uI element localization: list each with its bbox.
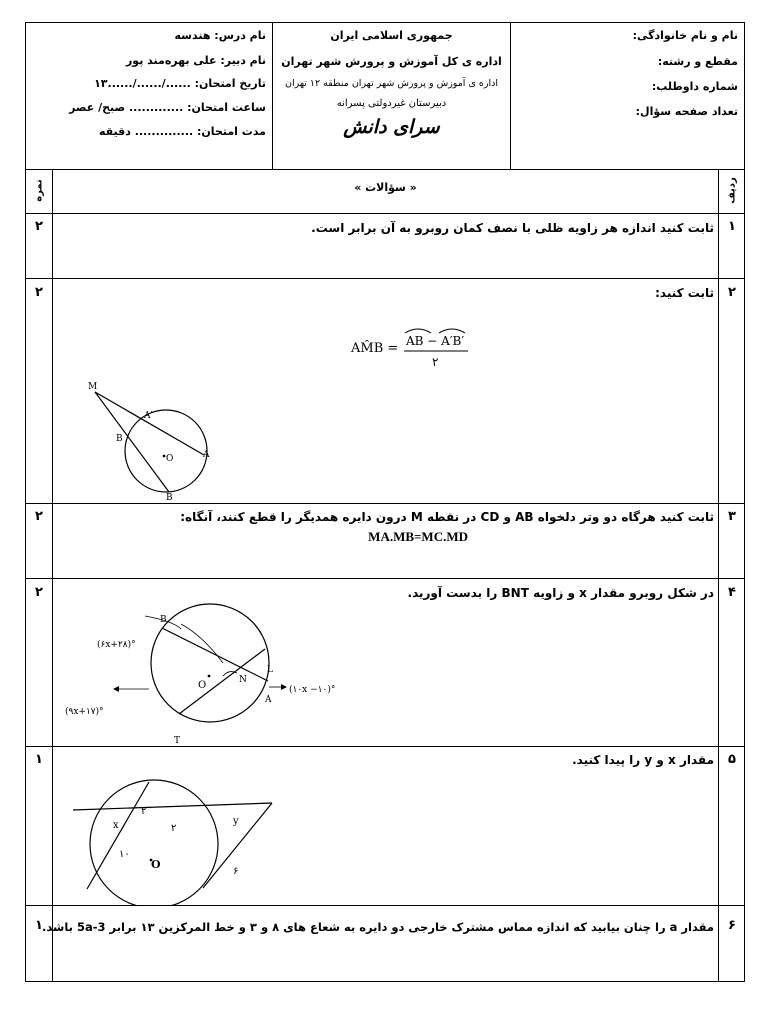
q4-label-L: L [267, 665, 273, 675]
country-name: جمهوری اسلامی ایران [330, 29, 453, 42]
questions-column-header: « سؤالات » [354, 181, 417, 194]
q5-label-y: y [233, 816, 239, 827]
exam-sheet [25, 22, 745, 982]
q2-center-point [163, 455, 166, 458]
q4-figure [53, 581, 718, 749]
q4-arrowhead-bottom [113, 686, 119, 692]
question-number: ۴ [728, 585, 736, 600]
question-score: ۲ [35, 285, 43, 300]
q2-label-B-bottom: B [166, 493, 173, 503]
q2-label-A-prime: A′ [144, 411, 153, 421]
q5-label-six: ۶ [233, 866, 239, 877]
q4-label-B: B [160, 615, 167, 625]
q5-label-two-mid: ۲ [171, 823, 177, 834]
q4-chord-BA [162, 628, 268, 681]
question-text: ثابت کنید هرگاه دو وتر دلخواه AB و CD در نقطه M درون دایره همدیگر را قطع کنند، آنگاه: [180, 510, 714, 524]
row-divider [26, 905, 744, 906]
page-count-label: تعداد صفحه سؤال: [635, 105, 738, 118]
section-label: مقطع و رشته: [657, 55, 738, 68]
teacher-label: نام دبیر: علی بهره‌مند پور [125, 54, 266, 67]
q2-secant-2 [95, 392, 169, 492]
question-text: ثابت کنید اندازه هر زاویه ظلی با نصف کمان روبرو به آن برابر است. [311, 221, 714, 235]
row-divider [26, 278, 744, 279]
q3-formula: MA.MB=MC.MD [368, 529, 468, 544]
q2-arc-marks [405, 329, 465, 333]
candidate-number-label: شماره داوطلب: [651, 80, 738, 93]
question-text: مقدار a را چنان بیابید که اندازه مماس مشترک خارجی دو دایره به شعاع های ۸ و ۳ و خط المرکزین ۱۳ برابر 5a-3 باشد. [42, 920, 714, 934]
q5-label-ten: ۱۰ [119, 849, 130, 860]
question-text: در شکل روبرو مقدار x و زاویه BNT را بدست آورید. [407, 586, 714, 600]
question-text: مقدار x و y را پیدا کنید. [572, 753, 714, 767]
q2-formula-numerator: AB − A′B′ [406, 334, 465, 348]
exam-time-label: ساعت امتحان: ............. صبح/ عصر [69, 101, 266, 114]
q4-arc-label-2: (۹x+۱۷)° [65, 707, 104, 717]
q4-center-point [208, 675, 211, 678]
question-number: ۱ [728, 219, 736, 234]
q4-arrowhead-right [281, 684, 287, 690]
row-divider [26, 503, 744, 504]
question-number: ۲ [728, 285, 736, 300]
question-score: ۱ [35, 918, 43, 933]
q4-label-O: O [198, 680, 207, 691]
q2-label-B: B [116, 434, 123, 444]
q5-label-O: O [151, 858, 161, 871]
question-number: ۶ [728, 918, 736, 933]
exam-header [26, 23, 744, 170]
q2-formula-lhs: AM̂B = [351, 341, 399, 356]
question-score: ۲ [35, 509, 43, 524]
q4-label-N: N [239, 675, 247, 685]
school-name: دبیرستان غیردولتی پسرانه [336, 98, 447, 109]
question-score: ۲ [35, 585, 43, 600]
question-score: ۱ [35, 752, 43, 767]
row-divider [26, 746, 744, 747]
q5-figure [53, 749, 718, 905]
student-info-block [511, 23, 744, 169]
question-score: ۲ [35, 219, 43, 234]
q2-formula-denominator: ۲ [432, 355, 439, 369]
q5-chord [87, 782, 149, 889]
school-info-block [273, 23, 510, 169]
exam-info-block [26, 23, 272, 169]
q5-label-two-top: ۲ [141, 806, 147, 817]
question-number: ۵ [728, 752, 736, 767]
q4-curved-arrow [181, 624, 223, 663]
header-row-divider [26, 213, 744, 214]
q2-label-O: O [166, 454, 174, 464]
subject-label: نام درس: هندسه [174, 29, 266, 42]
q5-circle [90, 780, 218, 905]
q4-arc-label-1: (۶x+۲۸)° [97, 640, 136, 650]
q2-label-M: M [88, 382, 98, 392]
question-number: ۳ [728, 509, 736, 524]
exam-duration-label: مدت امتحان: .............. دقیقه [98, 125, 266, 138]
row-column-header: ردیف [726, 177, 738, 204]
q2-secant-1 [95, 392, 204, 455]
row-divider [26, 578, 744, 579]
q2-circle [125, 410, 207, 492]
q5-label-x: x [113, 820, 119, 831]
q4-label-A: A [265, 695, 272, 705]
q2-figure [53, 281, 718, 503]
q2-label-A: A [203, 450, 210, 460]
district-name: اداره ی آموزش و پرورش شهر تهران منطقه ۱۲ تهران [285, 78, 498, 89]
q4-arc-label-3: (۱۰x −۱۰)° [289, 685, 336, 695]
school-logo: سرای دانش [343, 116, 440, 138]
score-column-header: نمره [33, 179, 45, 202]
department-name: اداره ی کل آموزش و پرورش شهر تهران [281, 55, 502, 68]
question-text: ثابت کنید: [655, 286, 714, 300]
q4-label-T: T [174, 736, 181, 746]
student-name-label: نام و نام خانوادگی: [632, 29, 738, 42]
exam-date-label: تاریخ امتحان: ....../....../......۱۳ [94, 77, 266, 90]
